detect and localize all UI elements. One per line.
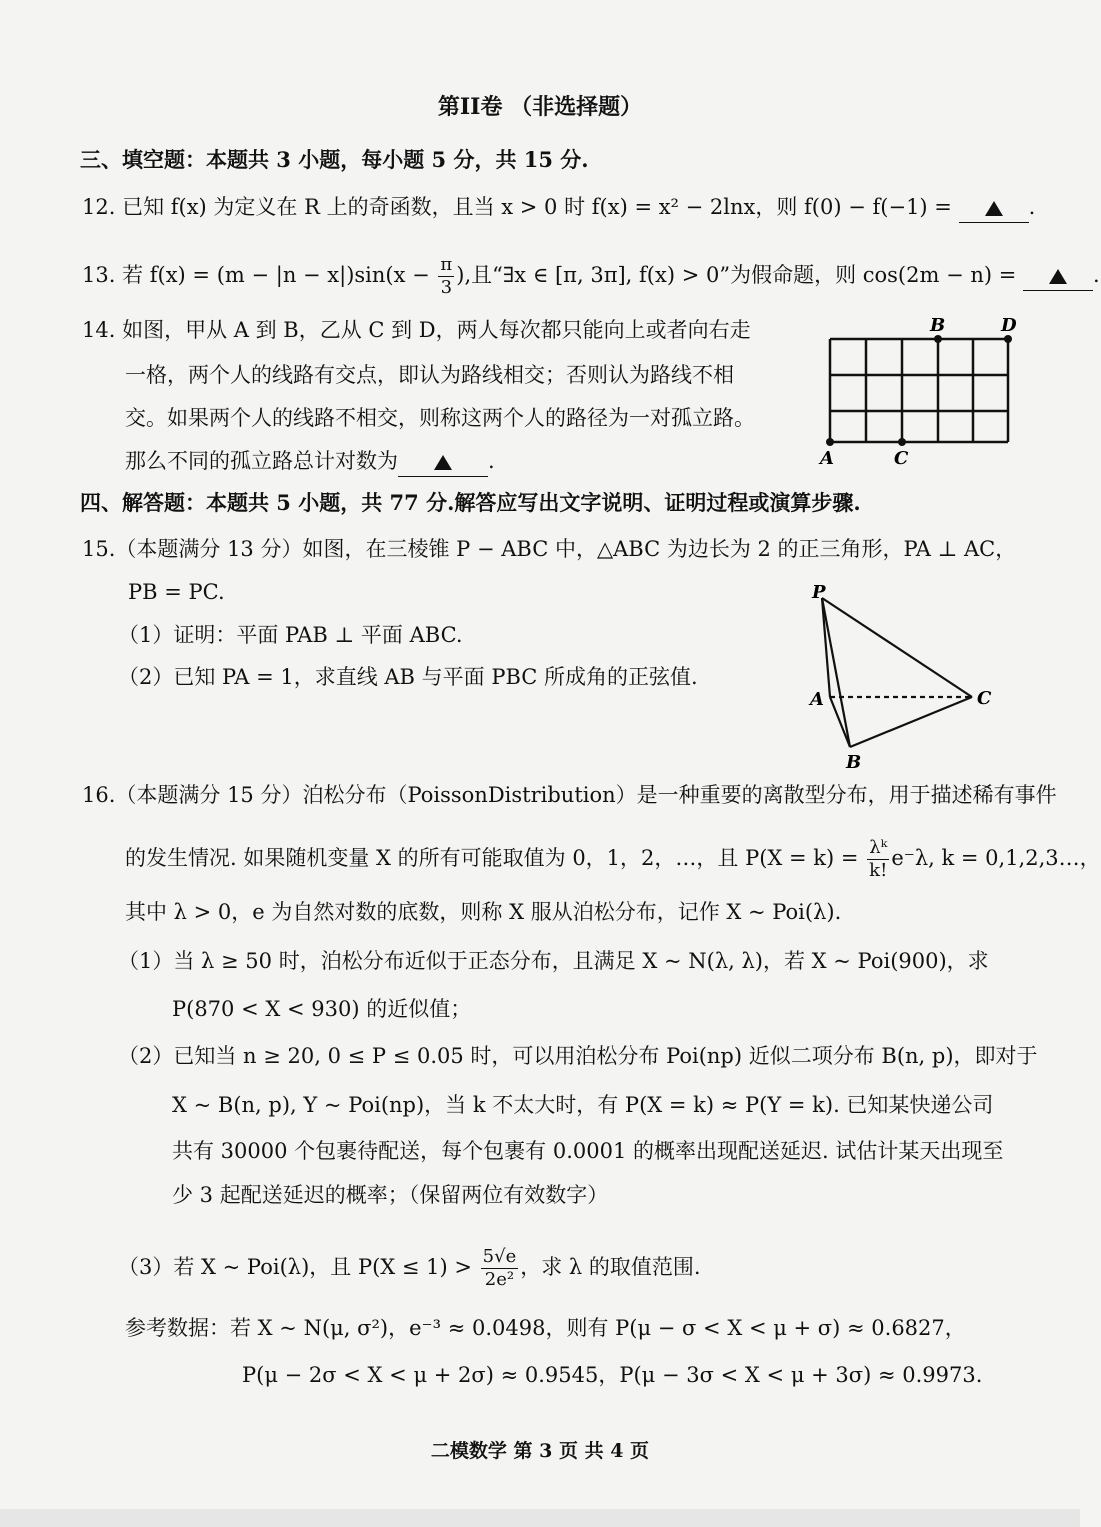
q16-part2-line4: 少 3 起配送延迟的概率；（保留两位有效数字） [172, 1183, 609, 1207]
page-title: 第II卷 （非选择题） [437, 94, 643, 120]
q16-part2-line2: X ~ B(n, p), Y ~ Poi(np)，当 k 不太大时，有 P(X = k) ≈ P(Y = k). 已知某快递公司 [172, 1093, 994, 1117]
pi-over-3-fraction [438, 254, 454, 299]
q14-line1: 14. 如图，甲从 A 到 B，乙从 C 到 D，两人每次都只能向上或者向右走 [82, 318, 751, 342]
label-a: A [820, 448, 834, 469]
answer-blank [1023, 260, 1093, 291]
q16-part2-line1: （2）已知当 n ≥ 20, 0 ≤ P ≤ 0.05 时，可以用泊松分布 Poi(np) 近似二项分布 B(n, p)，即对于 [118, 1044, 1038, 1068]
q16-line3: 其中 λ > 0，e 为自然对数的底数，则称 X 服从泊松分布，记作 X ~ Poi(λ). [125, 900, 842, 924]
q14-line4 [125, 446, 495, 477]
q15-part2: （2）已知 PA = 1，求直线 AB 与平面 PBC 所成角的正弦值. [118, 665, 698, 689]
fraction-denominator: k! [869, 860, 888, 881]
point-b [934, 335, 942, 343]
fraction-numerator: 5√e [482, 1246, 517, 1267]
poisson-fraction [867, 837, 889, 882]
q13-text-b: ),且“∃x ∈ [π, 3π], f(x) > 0”为假命题，则 cos(2m − n) = [456, 263, 1024, 287]
grid-figure [810, 312, 1030, 470]
label-b: B [930, 315, 946, 336]
q15-part1: （1）证明：平面 PAB ⊥ 平面 ABC. [118, 623, 463, 647]
pyramid-figure [800, 582, 1000, 772]
fraction-numerator: λᵏ [867, 837, 889, 860]
answer-blank [959, 192, 1029, 223]
q14-line3: 交。如果两个人的线路不相交，则称这两个人的路径为一对孤立路。 [125, 406, 755, 430]
q16-line2-text: 的发生情况. 如果随机变量 X 的所有可能取值为 0，1，2，…，且 P(X = k) = [125, 846, 866, 870]
q16-line2-end: e⁻λ, k = 0,1,2,3…， [891, 846, 1101, 870]
pyramid-edges [822, 598, 972, 747]
fraction-denominator: 3 [440, 277, 453, 298]
q16-part1-line2: P(870 < X < 930) 的近似值； [172, 997, 472, 1021]
triangle-icon [985, 201, 1003, 216]
q13-text-a: 13. 若 f(x) = (m − |n − x|)sin(x − [82, 263, 437, 287]
fraction-numerator: π [440, 254, 453, 275]
label-a: A [810, 689, 824, 710]
q12-text: 12. 已知 f(x) 为定义在 R 上的奇函数，且当 x > 0 时 f(x) = x² − 2lnx，则 f(0) − f(−1) = [82, 195, 959, 219]
q15-line2: PB = PC. [128, 580, 225, 604]
point-d [1004, 335, 1012, 343]
q12-end: . [1028, 195, 1036, 219]
question-12 [82, 192, 1035, 223]
label-b: B [846, 752, 862, 773]
reference-line1: 参考数据：若 X ~ N(μ, σ²)，e⁻³ ≈ 0.0498，则有 P(μ − σ < X < μ + σ) ≈ 0.6827， [125, 1316, 966, 1340]
page-footer: 二模数学 第 3 页 共 4 页 [430, 1440, 650, 1462]
section4-heading: 四、解答题：本题共 5 小题，共 77 分.解答应写出文字说明、证明过程或演算步骤. [80, 490, 861, 515]
page-bottom-edge [0, 1509, 1080, 1527]
q16-part3 [118, 1246, 701, 1291]
point-a [826, 438, 834, 446]
fraction-denominator: 2e² [484, 1269, 515, 1290]
sqrt-e-fraction [481, 1246, 519, 1291]
q16-part1-line1: （1）当 λ ≥ 50 时，泊松分布近似于正态分布，且满足 X ~ N(λ, λ)，若 X ~ Poi(900)，求 [118, 949, 989, 973]
triangle-icon [434, 455, 452, 470]
q16-line1: 16.（本题满分 15 分）泊松分布（PoissonDistribution）是一种重要的离散型分布，用于描述稀有事件 [82, 783, 1057, 807]
q16-part3-text: （3）若 X ~ Poi(λ)，且 P(X ≤ 1) > [118, 1255, 479, 1279]
q13-end: . [1093, 263, 1100, 287]
question-13 [82, 254, 1100, 299]
q14-line2: 一格，两个人的线路有交点，即认为路线相交；否则认为路线不相 [125, 363, 734, 387]
grid-lines [830, 339, 1008, 442]
section3-heading: 三、填空题：本题共 3 小题，每小题 5 分，共 15 分. [80, 147, 589, 172]
q14-line4-text: 那么不同的孤立路总计对数为 [125, 449, 398, 473]
label-p: P [812, 582, 826, 603]
q16-line2 [125, 837, 1101, 882]
q14-end: . [488, 449, 495, 473]
label-d: D [1001, 315, 1017, 336]
triangle-icon [1049, 269, 1067, 284]
reference-line2: P(μ − 2σ < X < μ + 2σ) ≈ 0.9545，P(μ − 3σ < X < μ + 3σ) ≈ 0.9973. [242, 1363, 983, 1387]
answer-blank [398, 446, 488, 477]
q15-line1: 15.（本题满分 13 分）如图，在三棱锥 P − ABC 中，△ABC 为边长为 2 的正三角形，PA ⊥ AC， [82, 537, 1017, 561]
label-c: C [894, 448, 909, 469]
label-c: C [977, 688, 992, 709]
q16-part3-end: ，求 λ 的取值范围. [520, 1255, 701, 1279]
q16-part2-line3: 共有 30000 个包裹待配送，每个包裹有 0.0001 的概率出现配送延迟. 试估计某天出现至 [172, 1139, 1004, 1163]
point-c [898, 438, 906, 446]
